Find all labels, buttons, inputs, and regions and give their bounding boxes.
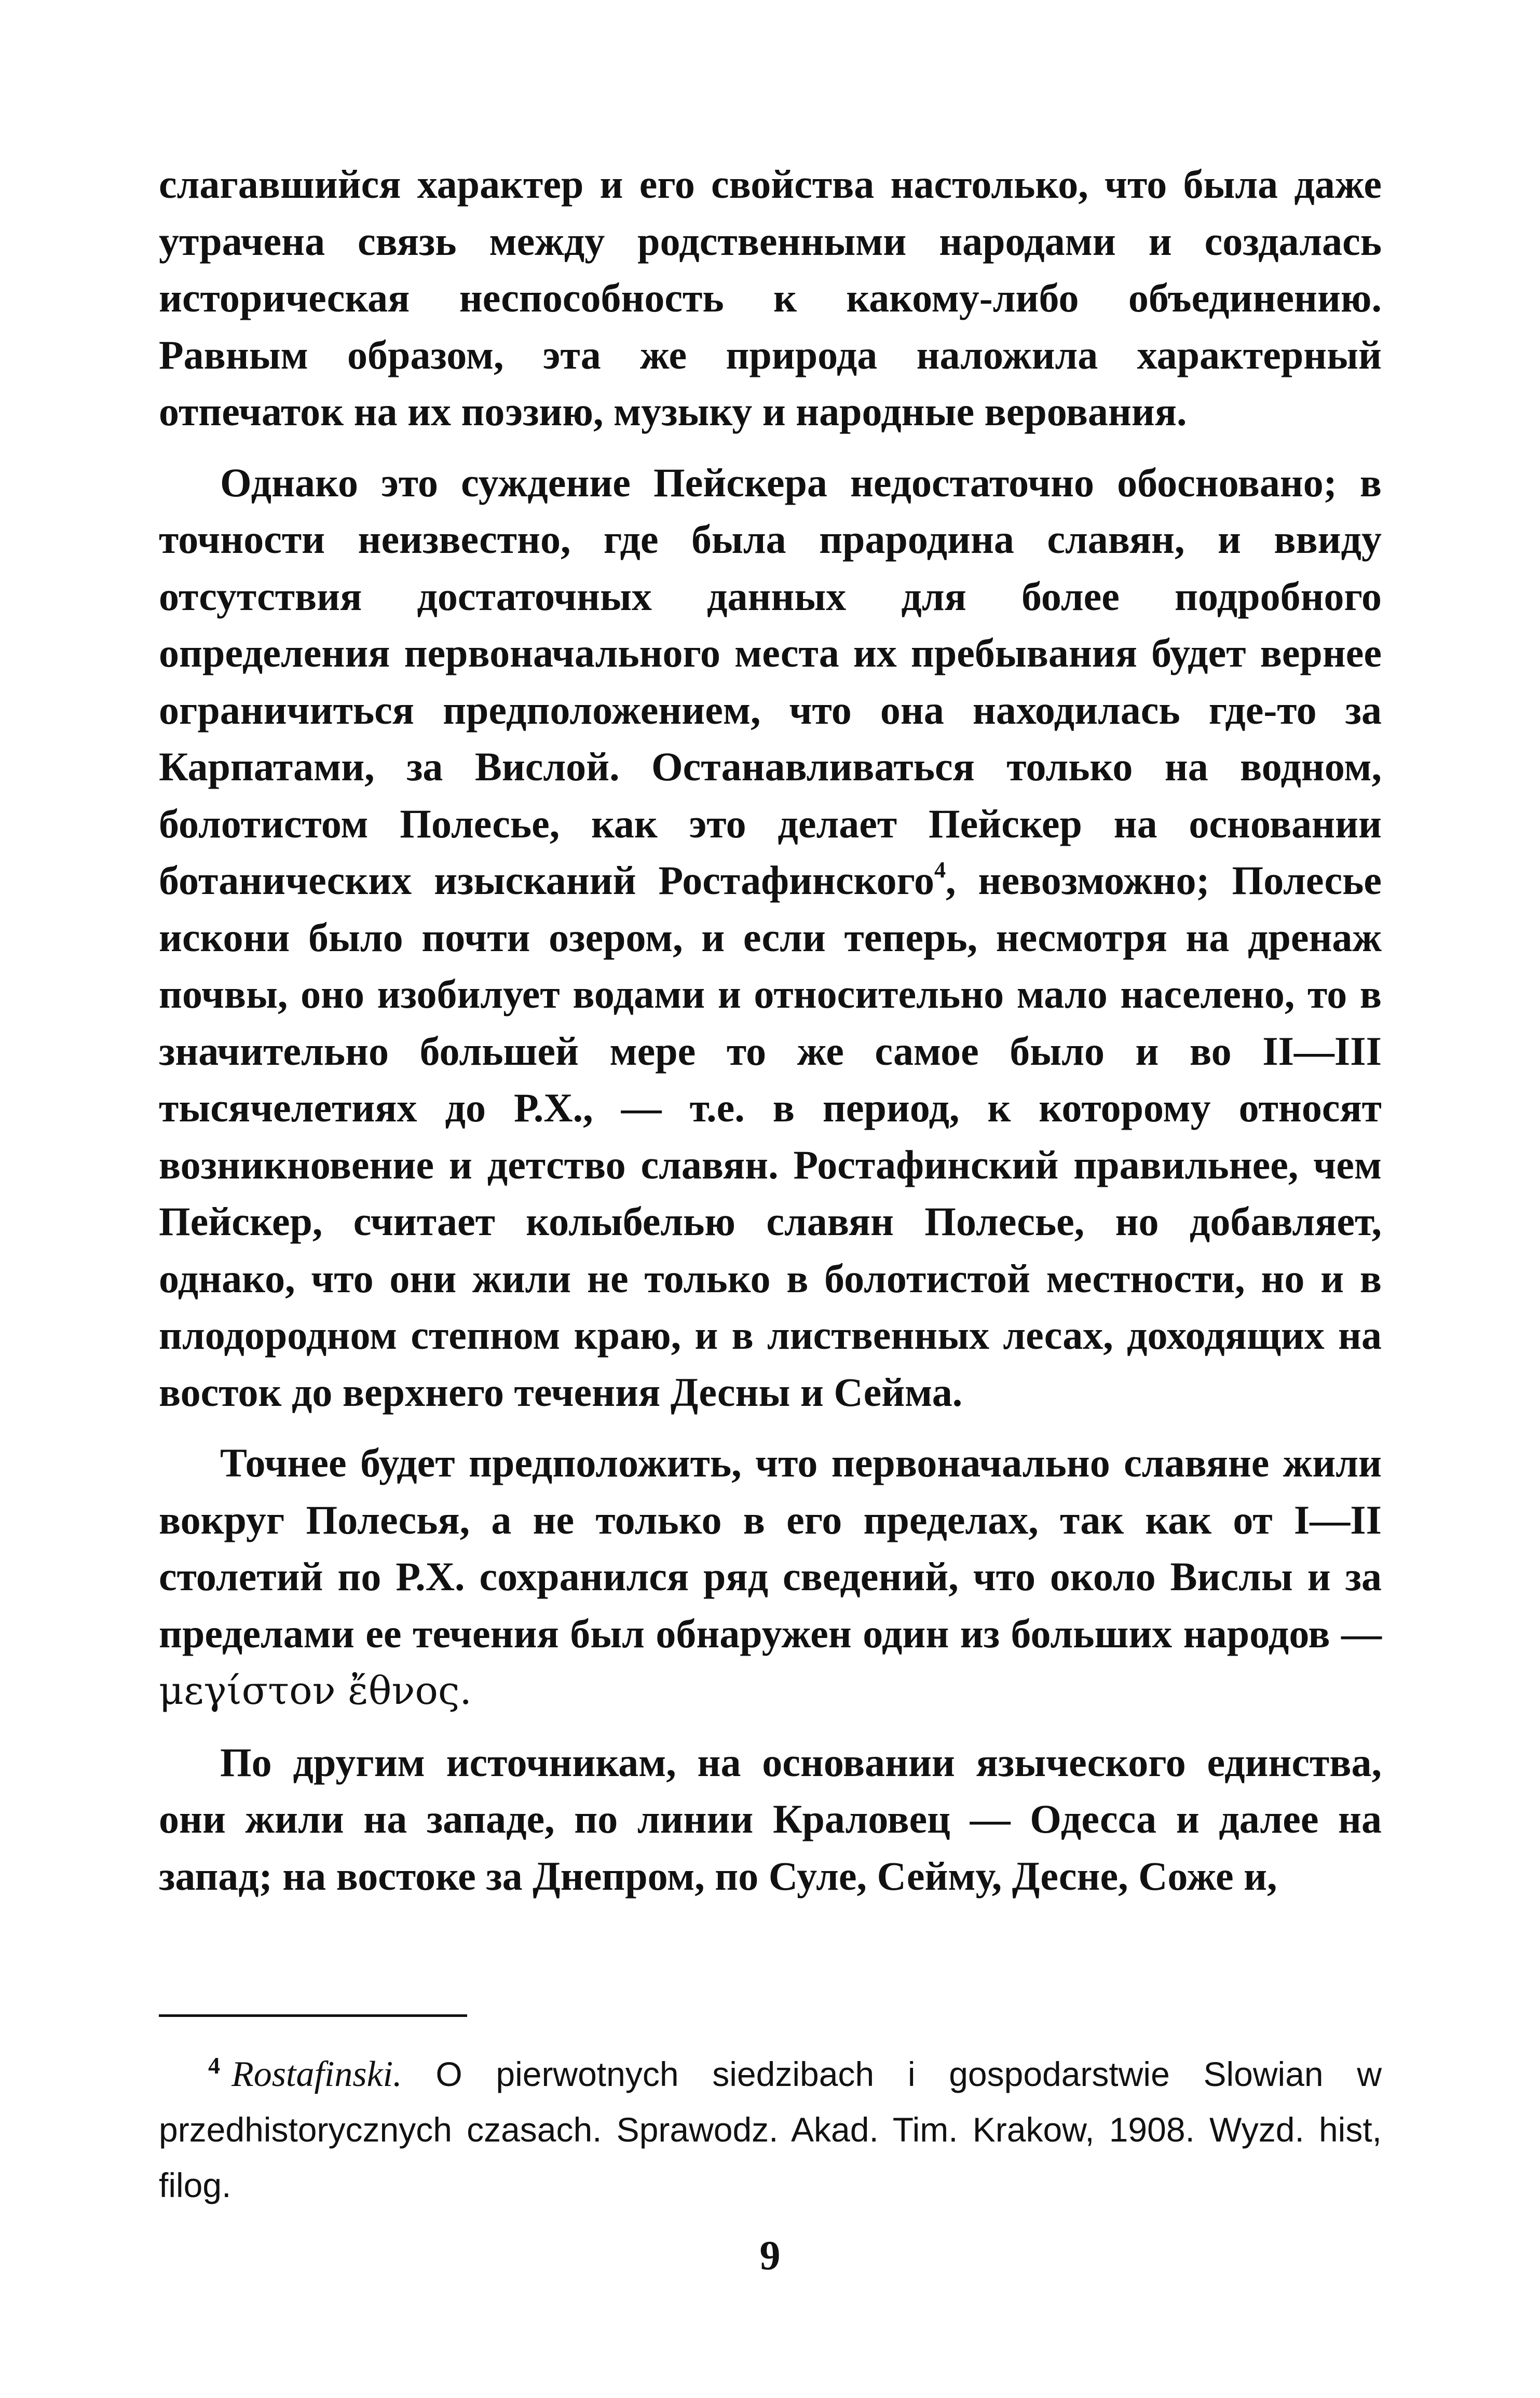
main-text <box>159 156 1382 1918</box>
paragraph-4: По другим источникам, на основании языческого единства, они жили на западе, по линии Краловец — Одесса и далее на запад; на востоке за Днепром, по Суле, Сейму, Десне, Соже и, <box>159 1739 1382 1899</box>
footnote <box>159 2038 1382 2213</box>
footnote-separator <box>159 2014 467 2017</box>
page-number: 9 <box>759 2233 781 2279</box>
footnote-author: Rostafinski. <box>231 2054 402 2094</box>
footnote-number: 4 <box>208 2052 220 2079</box>
paragraph-3-text: Точнее будет предположить, что первоначально славяне жили вокруг Полесья, а не только в его пределах, так как от I—II столетий по Р.Х. сохранился ряд сведений, что около Вислы и за пределами ее течения был обнаружен один из больших народов — <box>159 1440 1382 1656</box>
paragraph-2-text-a: Однако это суждение Пейскера недостаточно обосновано; в точности неизвестно, где была прародина славян, и ввиду отсутствия достаточных данных для более подробного определения первоначального места их пребывания будет вернее ограничиться предположением, что она находилась где-то за Карпатами, за Вислой. Останавливаться только на водном, болотистом Полесье, как это делает Пейскер на основании ботанических изысканий Ростафинского <box>159 459 1382 903</box>
paragraph-3 <box>159 1434 1382 1720</box>
paragraph-2 <box>159 454 1382 1421</box>
footnote-text: O pierwotnych siedzibach i gospodarstwie Slowian w przedhistorycznych czasach. Sprawodz. Akad. Tim. Krakow, 1908. Wyzd. hist, filog. <box>159 2055 1382 2204</box>
paragraph-2-text-b: , невозможно; Полесье искони было почти озером, и если теперь, несмотря на дренаж почвы, оно изобилует водами и относительно мало населено, то в значительно большей мере то же самое было и во II—III тысячелетиях до Р.Х., — т.е. в период, к которому относят возникновение и детство славян. Ростафинский правильнее, чем Пейскер, считает колыбелью славян Полесье, но добавляет, однако, что они жили не только в болотистой местности, но и в плодородном степном краю, и в лиственных лесах, доходящих на восток до верхнего течения Десны и Сейма. <box>159 858 1382 1415</box>
footnote-reference[interactable]: 4 <box>934 857 946 883</box>
greek-phrase: μεγίστον ἔθνος. <box>159 1669 472 1713</box>
paragraph-1: слагавшийся характер и его свойства настолько, что была даже утрачена связь между родственными народами и создалась историческая неспособность к какому-либо объединению. Равным образом, эта же природа наложила характерный отпечаток на их поэзию, музыку и народные верования. <box>159 161 1382 434</box>
